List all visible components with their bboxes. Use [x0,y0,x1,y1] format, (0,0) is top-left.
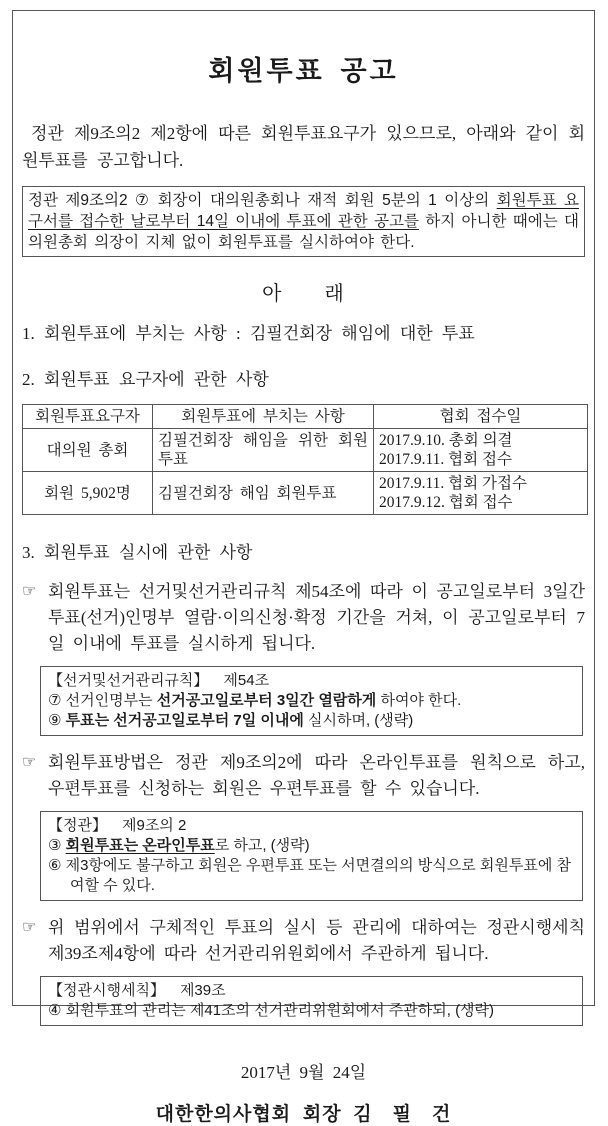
quote-box-title: 【정관】 제9조의 2 [48,817,187,834]
quote-box-line: ⑥ 제3항에도 불구하고 회원은 우편투표 또는 서면결의의 방식으로 회원투표에 참여할 수 있다. [48,857,571,894]
table-header-row [23,405,588,429]
line-segment: ⑨ [48,712,66,729]
excerpt-segment-pre: 정관 제9조의2 ⑦ 회장이 대의원총회나 재적 회원 5분의 1 이상의 [28,192,497,209]
intro-paragraph: 정관 제9조의2 제2항에 따른 회원투표요구가 있으므로, 아래와 같이 회원투표를 공고합니다. [22,124,585,170]
date-entry: 2017.9.11. 협회 가접수 [379,475,527,492]
document-page [12,10,595,1125]
date-entry: 2017.9.11. 협회 접수 [379,451,512,468]
quote-box-line: ④ 회원투표의 관리는 제41조의 선거관리위원회에서 주관하되, (생략) [48,1002,495,1019]
excerpt-segment-underlined: 회원투표 요구서를 접수한 날로부터 14일 이내에 투표에 관한 공고를 [28,192,579,230]
requesters-table [22,404,588,515]
line-segment: ③ [48,837,66,854]
column-header-requester: 회원투표요구자 [23,405,153,429]
charter-box [40,811,583,901]
pointing-hand-icon: ☞ [22,919,37,936]
table-row [23,472,588,515]
note-3 [22,915,585,967]
page-title: 회원투표 공고 [208,56,399,86]
quote-box-line [48,711,575,731]
date-entry: 2017.9.10. 총회 의결 [379,432,513,449]
requester-cell: 대의원 총회 [23,429,153,472]
date-entry: 2017.9.12. 협회 접수 [379,494,513,511]
quote-box-line [48,691,575,711]
line-segment: 실시하며, (생략) [303,712,414,729]
election-rule-box [40,666,583,736]
line-segment: 로 하고, (생략) [214,837,310,854]
note-1 [22,579,585,657]
requester-cell: 회원 5,902명 [23,472,153,515]
quote-box-line [48,836,575,856]
line-segment: ⑦ 선거인명부는 [48,692,157,709]
column-header-subject: 회원투표에 부치는 사항 [153,405,374,429]
pointing-hand-icon: ☞ [22,583,37,600]
table-row [23,429,588,472]
quote-box-title: 【선거및선거관리규칙】 제54조 [48,672,270,689]
note-text: 회원투표방법은 정관 제9조의2에 따라 온라인투표를 원칙으로 하고, 우편투표를 신청하는 회원은 우편투표를 할 수 있습니다. [48,753,585,798]
section-2-heading: 2. 회원투표 요구자에 관한 사항 [22,370,269,389]
column-header-received-date: 협회 접수일 [374,405,588,429]
dates-cell [374,429,588,472]
line-segment-bold: 선거공고일로부터 3일간 열람하게 [156,692,377,709]
quote-box-title: 【정관시행세칙】 제39조 [48,982,226,999]
line-segment-bold: 투표는 선거공고일로부터 7일 이내에 [65,712,304,729]
subject-cell: 김필건회장 해임을 위한 회원투표 [153,429,374,472]
section-3-heading: 3. 회원투표 실시에 관한 사항 [22,543,253,562]
section-1-heading: 1. 회원투표에 부치는 사항 : 김필건회장 해임에 대한 투표 [22,324,475,343]
below-heading: 아 래 [262,283,345,305]
charter-article9-excerpt-box [22,186,585,257]
signature-line: 대한한의사협회 회장 김 필 건 [155,1104,452,1125]
note-2 [22,750,585,802]
dates-cell [374,472,588,515]
note-text: 회원투표는 선거및선거관리규칙 제54조에 따라 이 공고일로부터 3일간 투표(선거)인명부 열람·이의신청·확정 기간을 거쳐, 이 공고일로부터 7일 이내에 투표를 실시하게 됩니다. [48,582,585,653]
bylaw-box [40,976,583,1026]
pointing-hand-icon: ☞ [22,754,37,771]
excerpt-segment-post: 하지 아니한 때에는 대의원총회 의장이 지체 없이 회원투표를 실시하여야 한다. [28,213,580,251]
announcement-date: 2017년 9월 24일 [240,1063,367,1082]
note-text: 위 범위에서 구체적인 투표의 실시 등 관리에 대하여는 정관시행세칙 제39조제4항에 따라 선거관리위원회에서 주관하게 됩니다. [48,918,585,963]
line-segment-emphasized: 회원투표는 온라인투표 [65,837,215,854]
subject-cell: 김필건회장 해임 회원투표 [153,472,374,515]
line-segment: 하여야 한다. [376,692,462,709]
